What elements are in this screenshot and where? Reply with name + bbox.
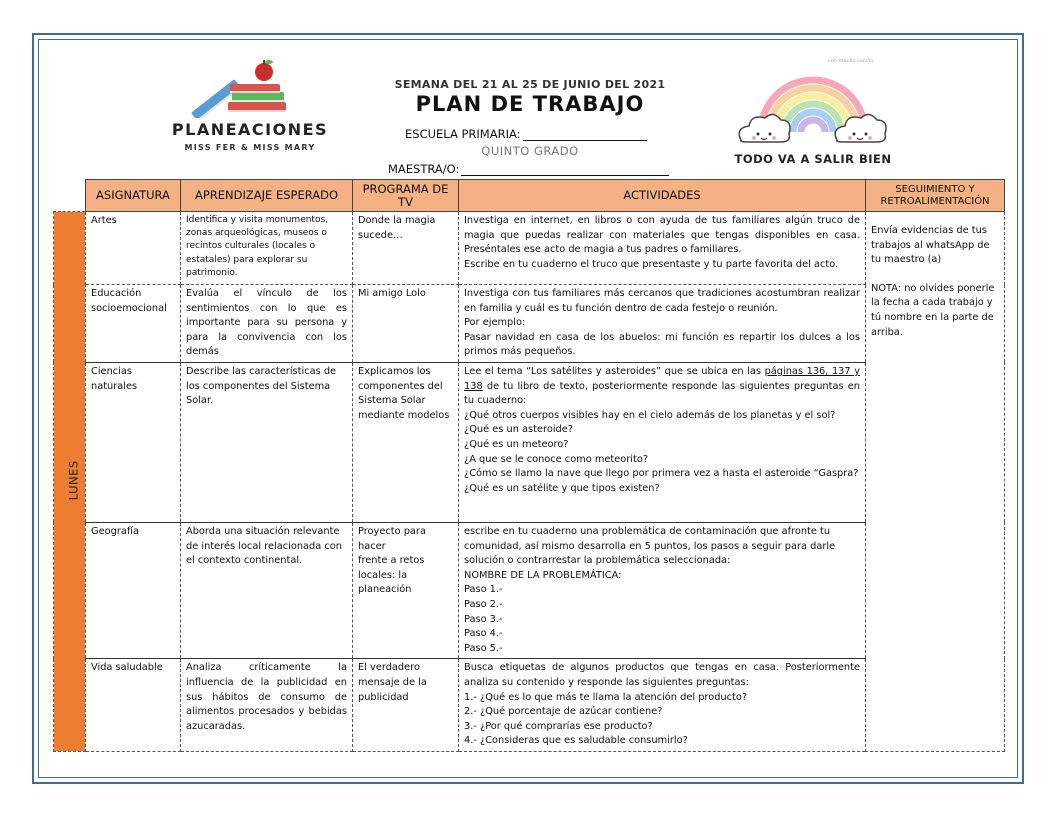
- teacher-field: [388, 162, 669, 176]
- question-item: ¿A que se le conoce como meteorito?: [464, 453, 649, 465]
- rainbow-logo: [733, 52, 893, 174]
- table-row: [54, 522, 1005, 658]
- slogan: TODO VA A SALIR BIEN: [734, 152, 892, 166]
- tv-line: frente a retos locales: la planeación: [358, 555, 425, 596]
- tv-cell: Donde la magia sucede…: [353, 212, 459, 285]
- header-blank: [54, 180, 86, 212]
- activity-text: Por ejemplo:: [464, 317, 526, 329]
- activities-cell: [459, 522, 866, 658]
- header-followup: SEGUIMIENTO Y RETROALIMENTACIÓN: [866, 180, 1005, 212]
- activity-text: Busca etiquetas de algunos productos que tengas en casa. Posteriormente analiza su contenido y responde las siguientes preguntas:: [464, 662, 860, 688]
- header-tv: PROGRAMA DE TV: [353, 180, 459, 212]
- school-blank-line[interactable]: [523, 129, 647, 141]
- header-learning: APRENDIZAJE ESPERADO: [181, 180, 353, 212]
- followup-text: Envía evidencias de tus trabajos al whatsApp de tu maestro (a): [871, 225, 990, 266]
- table-row: [54, 285, 1005, 363]
- question-item: 3.- ¿Por qué comprarías ese producto?: [464, 720, 653, 732]
- activity-text: NOMBRE DE LA PROBLEMÁTICA:: [464, 569, 622, 581]
- teacher-blank-line[interactable]: [461, 164, 669, 176]
- logo-subtitle: MISS FER & MISS MARY: [184, 143, 316, 152]
- header-activities: ACTIVIDADES: [459, 180, 866, 212]
- question-item: ¿Qué otros cuerpos visibles hay en el cielo además de los planetas y el sol?: [464, 409, 836, 421]
- table-row: [54, 212, 1005, 285]
- learning-cell: Describe las características de los componentes del Sistema Solar.: [181, 362, 353, 522]
- activity-intro: Lee el tema “Los satélites y asteroides” que se ubica en las: [464, 365, 761, 377]
- learning-cell: Aborda una situación relevante de interés local relacionada con el contexto continental.: [181, 522, 353, 658]
- day-cell: [54, 212, 86, 752]
- question-item: ¿Qué es un meteoro?: [464, 438, 569, 450]
- activity-text: [464, 365, 860, 409]
- subject-cell: Geografía: [86, 522, 181, 658]
- subject-cell: Ciencias naturales: [86, 362, 181, 522]
- subject-cell: Educación socioemocional: [86, 285, 181, 363]
- activity-text: Investiga con tus familiares más cercanos que tradiciones acostumbran realizar en familia y cuál es tu función dentro de cada festejo o reunión.: [464, 288, 860, 314]
- question-item: ¿Qué es un satélite y que tipos existen?: [464, 482, 660, 494]
- tv-line: Proyecto para hacer: [358, 525, 426, 552]
- page-title: PLAN DE TRABAJO: [415, 92, 645, 116]
- day-label: LUNES: [66, 460, 81, 501]
- followup-note: NOTA: no olvides ponerle la fecha a cada trabajo y tú nombre en la parte de arriba.: [871, 282, 995, 338]
- question-item: 4.- ¿Consideras que es saludable consumirlo?: [464, 735, 688, 747]
- school-label: ESCUELA PRIMARIA:: [405, 127, 521, 141]
- plan-table: [53, 179, 1005, 752]
- step-item: Paso 2.-: [464, 598, 503, 610]
- step-item: Paso 4.-: [464, 628, 503, 640]
- activities-cell: [459, 285, 866, 363]
- learning-cell: Analiza críticamente la influencia de la publicidad en sus hábitos de consumo de alimentos procesados y bebidas azucaradas.: [181, 659, 353, 752]
- activity-text: escribe en tu cuaderno una problemática de contaminación que afronte tu comunidad, así mismo desarrolla en 5 puntos, los pasos a seguir para darle solución o contrarrestar la problemática seleccionada:: [464, 525, 836, 567]
- script-mark: con mucho cariño: [828, 58, 874, 64]
- table-row: [54, 362, 1005, 522]
- step-item: Paso 1.-: [464, 584, 503, 596]
- textbook-pages: páginas 136, 137 y 138: [464, 365, 860, 392]
- grade-label: QUINTO GRADO: [481, 144, 579, 158]
- learning-cell: Identifica y visita monumentos, zonas arqueológicas, museos o recintos culturales (locales o estatales) para explorar su patrimonio.: [181, 212, 353, 285]
- question-item: 1.- ¿Qué es lo que más te llama la atención del producto?: [464, 691, 748, 703]
- activity-text: Escribe en tu cuaderno el truco que presentaste y tu parte favorita del acto.: [464, 258, 839, 270]
- question-item: ¿Cómo se llamo la nave que llego por primera vez a hasta el asteroide “Gaspra?: [464, 468, 859, 480]
- question-item: 2.- ¿Qué porcentaje de azúcar contiene?: [464, 706, 663, 718]
- subject-cell: Vida saludable: [86, 659, 181, 752]
- week-label: SEMANA DEL 21 AL 25 DE JUNIO DEL 2021: [394, 78, 666, 91]
- tv-cell: [353, 522, 459, 658]
- question-item: ¿Qué es un asteroide?: [464, 424, 573, 436]
- activities-cell: [459, 362, 866, 522]
- tv-cell: El verdadero mensaje de la publicidad: [353, 659, 459, 752]
- header-subject: ASIGNATURA: [86, 180, 181, 212]
- rainbow-clouds-icon: [733, 52, 893, 152]
- table-row: [54, 659, 1005, 752]
- subject-cell: Artes: [86, 212, 181, 285]
- school-field: [405, 127, 647, 141]
- followup-cell: [866, 212, 1005, 752]
- learning-cell: Evalúa el vínculo de los sentimientos con lo que es importante para su persona y para la convivencia con los demás: [181, 285, 353, 363]
- activity-text: Pasar navidad en casa de los abuelos: mi función es repartir los dulces a los primos más pequeños.: [464, 331, 860, 358]
- step-item: Paso 3.-: [464, 613, 503, 625]
- activity-after: de tu libro de texto, posteriormente responde las siguientes preguntas en tu cuaderno:: [464, 380, 860, 407]
- logo-title: PLANEACIONES: [171, 120, 329, 139]
- teacher-label: MAESTRA/O:: [388, 162, 460, 176]
- tv-cell: Mi amigo Lolo: [353, 285, 459, 363]
- activities-cell: [459, 212, 866, 285]
- planeaciones-logo: [160, 58, 340, 158]
- step-item: Paso 5.-: [464, 642, 503, 654]
- books-apple-icon: [160, 58, 340, 118]
- activities-cell: [459, 659, 866, 752]
- activity-text: Investiga en internet, en libros o con ayuda de tus familiares algún truco de magia que puedas realizar con materiales que tengas disponibles en casa. Preséntales ese acto de magia a tus padres o familiares.: [464, 215, 860, 256]
- table-header-row: [54, 180, 1005, 212]
- tv-cell: Explicamos los componentes del Sistema Solar mediante modelos: [353, 362, 459, 522]
